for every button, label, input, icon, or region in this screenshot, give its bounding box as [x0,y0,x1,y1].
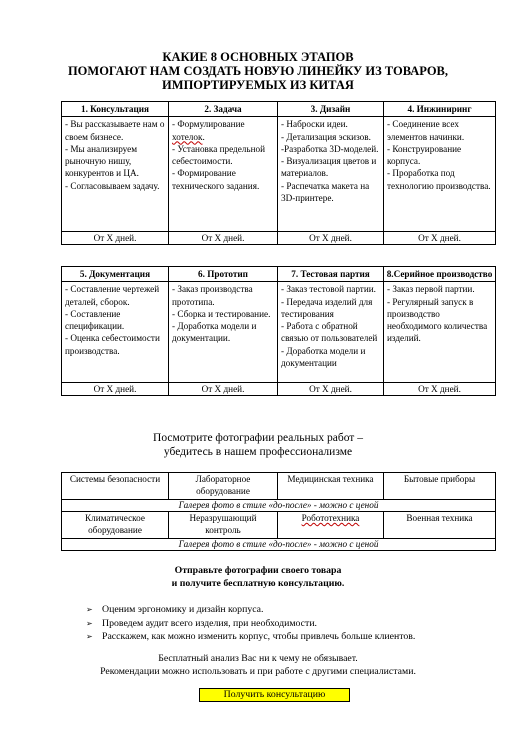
stages-table-1 [61,101,496,245]
stage-6-title: 6. Прототип [169,267,278,282]
stage-1-term: От Х дней. [62,232,169,245]
title-line-1: КАКИЕ 8 ОСНОВНЫХ ЭТАПОВ [162,50,354,64]
stage-item: - Доработка модели и документации. [172,321,257,344]
title-line-2: ПОМОГАЮТ НАМ СОЗДАТЬ НОВУЮ ЛИНЕЙКУ ИЗ ТОВАРОВ, [67,64,449,78]
cta-heading-line-1: Отправьте фотографии своего товара [174,565,342,576]
gallery-caption: Галерея фото в стиле «до-после» - можно с ценой [62,539,496,551]
list-item: ➢ Расскажем, как можно изменить корпус, чтобы привлечь больше клиентов. [86,631,416,642]
stage-8-items [384,282,496,383]
stage-item: - Сборка и тестирование. [172,308,271,319]
gallery-heading [0,431,516,459]
stage-6-term: От Х дней. [169,383,278,396]
stage-2-items [169,117,278,232]
spellcheck-word: хотелок [172,131,203,142]
list-item: ➢ Оценим эргономику и дизайн корпуса. [86,604,264,615]
stage-item: - Детализация эскизов. [281,131,371,142]
get-consultation-button[interactable]: Получить консультацию [199,688,350,702]
disclaimer [0,652,516,678]
stages-table-2 [61,266,496,396]
stage-5-title: 5. Документация [62,267,169,282]
stage-item: - Формирование технического задания. [172,168,260,191]
stage-6-items [169,282,278,383]
stage-4-title: 4. Инжиниринг [384,102,496,117]
gallery-link-lab[interactable]: Лабораторное оборудование [169,473,278,500]
gallery-link-security[interactable]: Системы безопасности [62,473,169,500]
benefits-list [86,603,415,644]
stage-2-title: 2. Задача [169,102,278,117]
stage-item: - Мы анализируем рыночную нишу, конкурентов и ЦА. [65,143,139,179]
stage-3-title: 3. Дизайн [278,102,384,117]
stage-item: - Заказ тестовой партии. [281,284,376,295]
gallery-link-medical[interactable]: Медицинская техника [278,473,384,500]
stage-2-term: От Х дней. [169,232,278,245]
stage-item: - Наброски идеи. [281,119,348,130]
arrow-bullet-icon: ➢ [86,618,93,628]
stage-7-title: 7. Тестовая партия [278,267,384,282]
page-title [0,50,516,92]
stage-8-title: 8.Серийное производство [384,267,496,282]
stage-3-items [278,117,384,232]
stage-item: - Передача изделий для тестирования [281,296,373,319]
gallery-heading-line-1: Посмотрите фотографии реальных работ – [153,432,363,444]
stage-8-term: От Х дней. [384,383,496,396]
gallery-link-robotics[interactable] [278,512,384,539]
stage-7-term: От Х дней. [278,383,384,396]
stage-item: - Работа с обратной связью от пользователей [281,321,378,344]
stage-5-items [62,282,169,383]
list-item: ➢ Проведем аудит всего изделия, при необходимости. [86,617,318,629]
stage-item: -Разработка 3D-моделей. [281,143,379,154]
stage-item: - Конструирование корпуса. [387,143,462,167]
gallery-table [61,472,496,551]
stage-item: - Установка предельной себестоимости. [172,143,266,167]
stage-1-items [62,117,169,232]
stage-item: - Формулирование хотелок. [172,119,245,142]
stage-item: - Соединение всех элементов начинки. [387,119,465,142]
arrow-bullet-icon: ➢ [86,605,93,614]
stage-item: - Распечатка макета на 3D-принтере. [281,180,370,204]
gallery-link-ndt[interactable]: Неразрушающий контроль [169,512,278,539]
stage-item: - Доработка модели и документации [281,345,366,369]
stage-7-items [278,282,384,383]
stage-item: - Визуализация цветов и материалов. [281,156,377,179]
stage-item: - Заказ первой партии. [387,284,475,295]
stage-5-term: От Х дней. [62,383,169,396]
gallery-heading-line-2: убедитесь в нашем профессионализме [163,446,353,458]
stage-item: - Согласовываем задачу. [65,180,160,191]
stage-item: - Регулярный запуск в производство необходимого количества изделий. [387,296,488,344]
stage-1-title: 1. Консультация [62,102,169,117]
spellcheck-word: Робототехника [301,513,360,523]
stage-item: - Составление чертежей деталей, сборок. [65,284,160,307]
gallery-link-household[interactable]: Бытовые приборы [384,473,496,500]
stage-4-items [384,117,496,232]
gallery-link-military[interactable]: Военная техника [384,512,496,539]
disclaimer-line-1: Бесплатный анализ Вас ни к чему не обязывает. [158,653,358,664]
stage-item: - Вы рассказываете нам о своем бизнесе. [65,119,165,142]
stage-3-term: От Х дней. [278,232,384,245]
cta-heading [0,565,516,590]
stage-item: - Оценка себестоимости производства. [65,333,160,356]
title-line-3: ИМПОРТИРУЕМЫХ ИЗ КИТАЯ [162,78,354,92]
arrow-bullet-icon: ➢ [86,632,93,641]
gallery-caption: Галерея фото в стиле «до-после» - можно с ценой [62,500,496,512]
stage-item: - Составление спецификации. [65,308,125,332]
stage-item: - Проработка под технологию производства. [387,168,491,191]
disclaimer-line-2: Рекомендации можно использовать и при работе с другими специалистами. [100,666,416,677]
gallery-link-climate[interactable]: Климатическое оборудование [62,512,169,539]
stage-item: - Заказ производства прототипа. [172,284,253,307]
cta-heading-line-2: и получите бесплатную консультацию. [171,577,345,589]
stage-4-term: От Х дней. [384,232,496,245]
